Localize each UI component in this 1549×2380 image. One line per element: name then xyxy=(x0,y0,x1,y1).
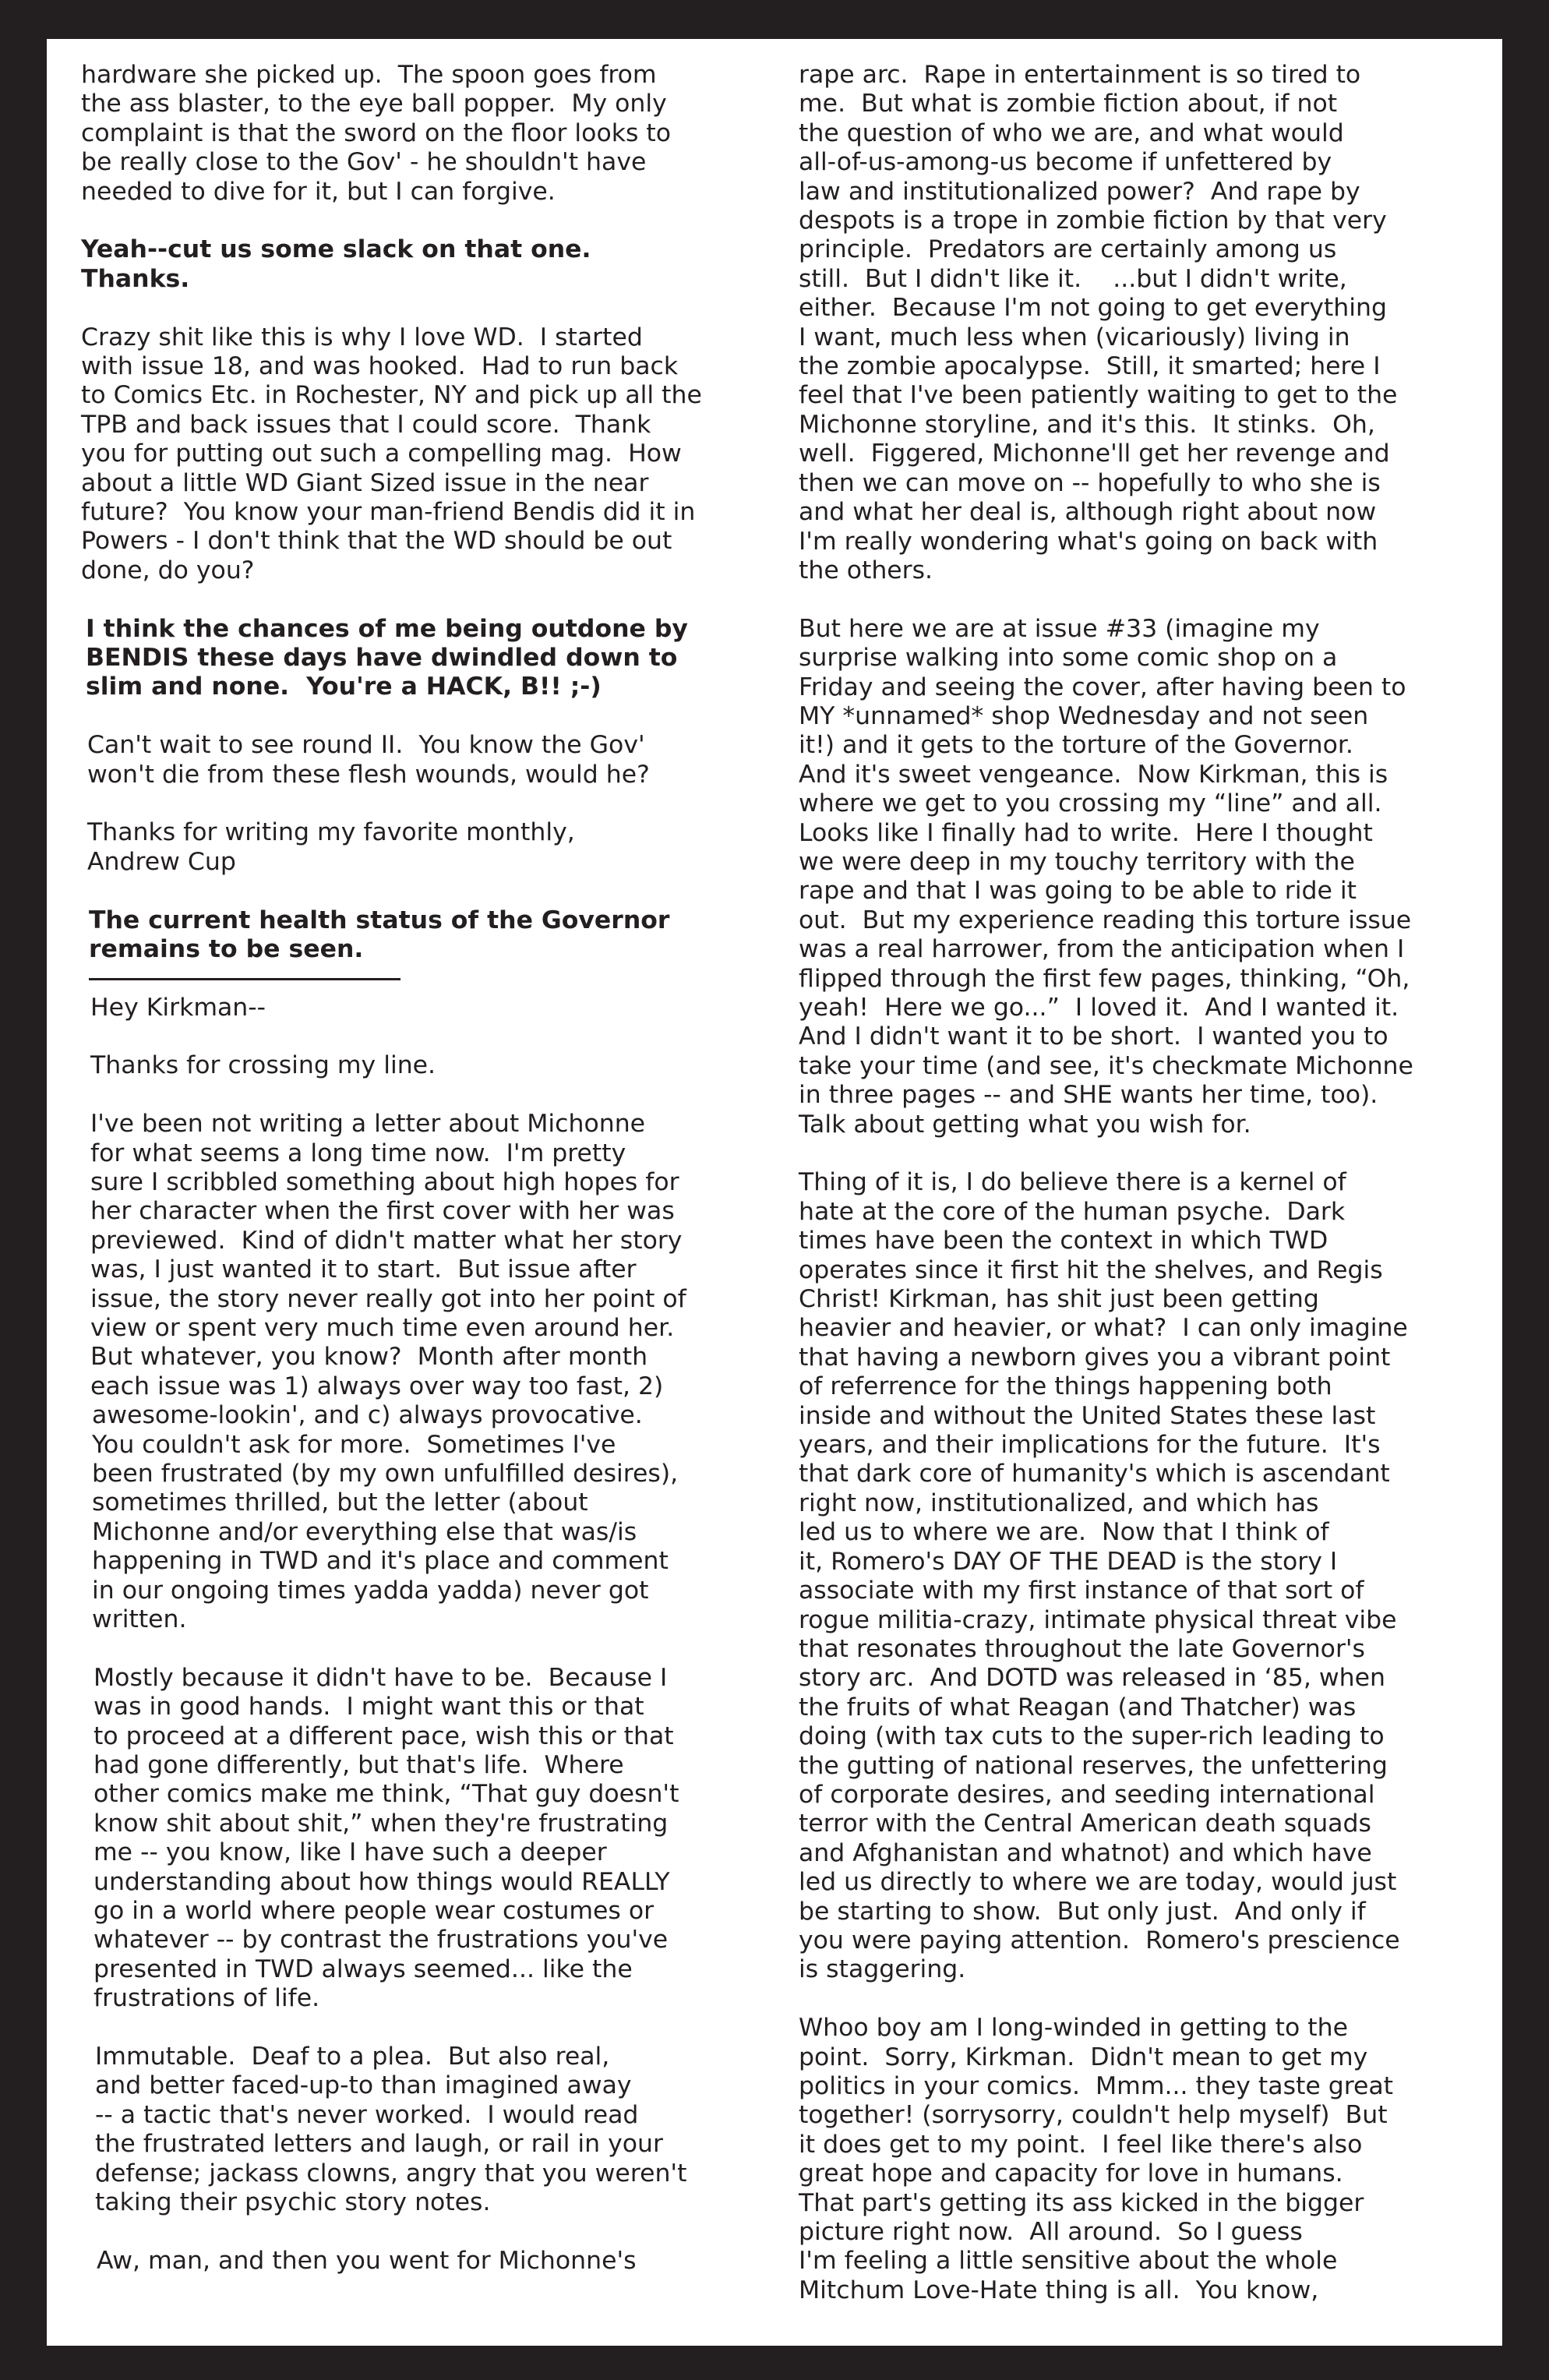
letter-text-line: issue, the story never really got into her point of xyxy=(90,1284,686,1313)
letter-text-line: hardware she picked up. The spoon goes from xyxy=(81,61,657,89)
letter-text-line: whatever -- by contrast the frustrations you've xyxy=(94,1926,669,1954)
letter-text-line: understanding about how things would REALLY xyxy=(94,1867,670,1896)
letter-text-line: together! (sorrysorry, couldn't help myself) But xyxy=(799,2101,1388,2130)
letter-text-line: MY *unnamed* shop Wednesday and not seen xyxy=(799,701,1369,730)
letter-text-line: the ass blaster, to the eye ball popper. My only xyxy=(81,90,667,118)
letter-text-line: you for putting out such a compelling mag. How xyxy=(81,440,682,468)
letter-text-line: was, I just wanted it to start. But issue after xyxy=(90,1255,637,1284)
section-divider-rule xyxy=(89,978,400,980)
letter-text-line: Thanks for crossing my line. xyxy=(90,1051,436,1080)
letter-text-line: associate with my first instance of that sort of xyxy=(799,1577,1364,1605)
letter-text-line: But here we are at issue #33 (imagine my xyxy=(799,614,1320,643)
letter-text-line: that resonates throughout the late Governor's xyxy=(799,1634,1365,1663)
letter-text-line: presented in TWD always seemed... like the xyxy=(94,1954,633,1983)
paragraph-gap xyxy=(81,1634,782,1663)
editor-reply-line: I think the chances of me being outdone by xyxy=(86,614,688,643)
letter-text-line: politics in your comics. Mmm... they taste great xyxy=(799,2071,1394,2100)
letter-text-line: about a little WD Giant Sized issue in the near xyxy=(81,468,649,497)
paragraph-gap xyxy=(81,2014,782,2043)
letter-text-line: rogue militia-crazy, intimate physical threat vibe xyxy=(799,1605,1397,1634)
letter-text-line: previewed. Kind of didn't matter what her story xyxy=(90,1226,683,1255)
paragraph-gap xyxy=(81,2218,782,2247)
letter-text-line: won't die from these flesh wounds, would he? xyxy=(87,760,650,789)
letter-text-line: was a real harrower, from the anticipation when I xyxy=(799,935,1405,964)
letter-text-line: led us directly to where we are today, would just xyxy=(799,1868,1397,1897)
letter-text-line: to proceed at a different pace, wish this or that xyxy=(94,1721,674,1750)
letter-text-line: Mostly because it didn't have to be. Because I xyxy=(94,1663,668,1692)
letter-text-line: be starting to show. But only just. And only if xyxy=(799,1897,1366,1926)
editor-reply-line: slim and none. You're a HACK, B!! ;-) xyxy=(86,673,602,701)
letter-text-line: out. But my experience reading this torture issue xyxy=(799,906,1412,934)
letter-text-line: yeah! Here we go...” I loved it. And I wanted it. xyxy=(799,993,1399,1022)
letter-text-line: operates since it first hit the shelves, and Regis xyxy=(799,1255,1383,1284)
letter-text-line: Michonne and/or everything else that was/is xyxy=(92,1517,637,1546)
paragraph-gap xyxy=(81,702,782,731)
letter-text-line: sometimes thrilled, but the letter (about xyxy=(92,1488,588,1517)
letter-text-line: times have been the context in which TWD xyxy=(799,1227,1328,1255)
letter-text-line: Andrew Cup xyxy=(87,847,236,876)
letter-text-line: But whatever, you know? Month after month xyxy=(90,1343,648,1372)
letter-text-line: is staggering. xyxy=(799,1955,966,1984)
paragraph-gap xyxy=(81,1022,782,1051)
letter-text-line: been frustrated (by my own unfulfilled desires), xyxy=(92,1459,679,1488)
letter-text-line: either. Because I'm not going to get everything xyxy=(799,294,1387,323)
letter-text-line: hate at the core of the human psyche. Dark xyxy=(799,1197,1346,1226)
letter-text-line: awesome-lookin', and c) always provocative. xyxy=(92,1401,643,1430)
letter-text-line: rape and that I was going to be able to ride it xyxy=(799,877,1357,906)
letter-text-line: feel that I've been patiently waiting to get to the xyxy=(799,381,1398,410)
letter-text-line: that dark core of humanity's which is ascendant xyxy=(799,1460,1390,1488)
letter-text-line: it does get to my point. I feel like there's also xyxy=(799,2130,1363,2159)
letter-text-line: had gone differently, but that's life. Where xyxy=(94,1751,624,1780)
letter-text-line: the others. xyxy=(799,556,933,584)
letter-text-line: heavier and heavier, or what? I can only imagine xyxy=(799,1314,1408,1343)
letter-text-line: to Comics Etc. in Rochester, NY and pick up all the xyxy=(81,381,702,410)
letter-text-line: know shit about shit,” when they're frustrating xyxy=(94,1809,669,1838)
letter-text-line: -- a tactic that's never worked. I would read xyxy=(95,2100,639,2129)
letter-text-line: rape arc. Rape in entertainment is so tired to xyxy=(799,61,1361,89)
paragraph-gap xyxy=(799,1985,1484,2014)
letter-text-line: Aw, man, and then you went for Michonne's xyxy=(97,2246,637,2275)
letter-text-line: with issue 18, and was hooked. Had to run back xyxy=(81,352,679,381)
letter-text-line: Immutable. Deaf to a plea. But also real, xyxy=(95,2043,610,2071)
letter-text-line: it, Romero's DAY OF THE DEAD is the story I xyxy=(799,1547,1338,1576)
letter-text-line: you were paying attention. Romero's prescience xyxy=(799,1926,1400,1954)
letter-text-line: Thanks for writing my favorite monthly, xyxy=(87,818,575,847)
left-text-column xyxy=(81,61,782,2276)
letter-text-line: Mitchum Love-Hate thing is all. You know, xyxy=(799,2276,1319,2304)
letter-text-line: Christ! Kirkman, has shit just been getting xyxy=(799,1285,1319,1314)
paragraph-gap xyxy=(81,1081,782,1110)
letter-text-line: where we get to you crossing my “line” and all. xyxy=(799,789,1382,818)
letter-text-line: I'm feeling a little sensitive about the whole xyxy=(799,2247,1338,2276)
letter-text-line: right now, institutionalized, and which has xyxy=(799,1488,1319,1517)
letter-text-line: Looks like I finally had to write. Here I thought xyxy=(799,818,1373,847)
letter-text-line: for what seems a long time now. I'm pretty xyxy=(90,1139,626,1167)
paragraph-gap xyxy=(81,877,782,906)
letter-text-line: then we can move on -- hopefully to who she is xyxy=(799,468,1381,497)
letter-text-line: taking their psychic story notes. xyxy=(95,2188,491,2217)
letter-text-line: needed to dive for it, but I can forgive. xyxy=(81,177,556,206)
letter-text-line: go in a world where people wear costumes or xyxy=(94,1897,655,1926)
letter-text-line: You couldn't ask for more. Sometimes I've xyxy=(92,1430,616,1459)
letter-text-line: in three pages -- and SHE wants her time, too). xyxy=(799,1081,1378,1110)
paragraph-gap xyxy=(799,1139,1484,1168)
letter-text-line: story arc. And DOTD was released in ‘85, when xyxy=(799,1664,1385,1693)
letter-text-line: Whoo boy am I long-winded in getting to the xyxy=(799,2014,1348,2043)
letter-text-line: despots is a trope in zombie fiction by that very xyxy=(799,207,1387,235)
letter-text-line: and what her deal is, although right about now xyxy=(799,498,1377,527)
letter-text-line: I want, much less when (vicariously) living in xyxy=(799,323,1350,351)
letter-text-line: frustrations of life. xyxy=(94,1984,320,2013)
letter-text-line: Can't wait to see round II. You know the Gov' xyxy=(87,731,645,760)
editor-reply-line: The current health status of the Governor xyxy=(89,906,670,934)
letter-text-line: me -- you know, like I have such a deeper xyxy=(94,1838,607,1867)
letter-text-line: the frustrated letters and laugh, or rail in your xyxy=(95,2130,663,2159)
letter-text-line: be really close to the Gov' - he shouldn't have xyxy=(81,148,647,177)
letter-text-line: of corporate desires, and seeding international xyxy=(799,1780,1375,1809)
paragraph-gap xyxy=(81,585,782,614)
letter-text-line: terror with the Central American death squads xyxy=(799,1810,1371,1838)
letter-text-line: Powers - I don't think that the WD should be out xyxy=(81,527,672,556)
editor-reply-line: remains to be seen. xyxy=(89,935,364,964)
paragraph-gap xyxy=(81,789,782,818)
paragraph-gap xyxy=(81,207,782,235)
letter-text-line: the gutting of national reserves, the unfettering xyxy=(799,1751,1388,1780)
letter-text-line: Crazy shit like this is why I love WD. I started xyxy=(81,323,643,351)
letter-text-line: her character when the first cover with her was xyxy=(90,1197,675,1226)
letter-text-line: And I didn't want it to be short. I wanted you to xyxy=(799,1022,1388,1051)
letter-text-line: we were deep in my touchy territory with the xyxy=(799,847,1355,876)
letter-text-line: defense; jackass clowns, angry that you weren't xyxy=(95,2159,687,2188)
letter-text-line: picture right now. All around. So I guess xyxy=(799,2218,1303,2247)
letter-text-line: written. xyxy=(92,1605,187,1633)
paragraph-gap xyxy=(81,294,782,323)
letter-text-line: and Afghanistan and whatnot) and which have xyxy=(799,1838,1372,1867)
letter-text-line: complaint is that the sword on the floor looks to xyxy=(81,118,672,147)
letter-text-line: done, do you? xyxy=(81,556,255,584)
letter-text-line: I'm really wondering what's going on back with xyxy=(799,527,1378,556)
letter-text-line: flipped through the first few pages, thinking, “Oh, xyxy=(799,964,1410,993)
letter-text-line: led us to where we are. Now that I think of xyxy=(799,1518,1329,1547)
letter-text-line: principle. Predators are certainly among us xyxy=(799,235,1337,264)
right-text-column xyxy=(799,61,1484,2305)
letter-text-line: law and institutionalized power? And rape by xyxy=(799,177,1360,206)
paragraph-gap xyxy=(799,585,1484,614)
letter-text-line: in our ongoing times yadda yadda) never got xyxy=(92,1576,649,1605)
letter-text-line: years, and their implications for the future. It's xyxy=(799,1431,1381,1460)
letter-text-line: point. Sorry, Kirkman. Didn't mean to get my xyxy=(799,2043,1368,2071)
letters-page xyxy=(47,39,1502,2346)
letter-text-line: the question of who we are, and what would xyxy=(799,118,1344,147)
letter-text-line: well. Figgered, Michonne'll get her revenge and xyxy=(799,440,1390,468)
letter-text-line: was in good hands. I might want this or that xyxy=(94,1693,644,1721)
letter-text-line: me. But what is zombie fiction about, if not xyxy=(799,90,1338,118)
letter-text-line: of referrence for the things happening both xyxy=(799,1372,1332,1401)
letter-text-line: it!) and it gets to the torture of the Governor. xyxy=(799,731,1353,760)
letter-text-line: sure I scribbled something about high hopes for xyxy=(90,1167,679,1196)
letter-text-line: all-of-us-among-us become if unfettered by xyxy=(799,148,1332,177)
letter-text-line: and better faced-up-to than imagined away xyxy=(95,2071,632,2100)
letter-text-line: I've been not writing a letter about Michonne xyxy=(90,1110,646,1139)
letter-text-line: happening in TWD and it's place and comment xyxy=(92,1547,669,1576)
letter-text-line: And it's sweet vengeance. Now Kirkman, this is xyxy=(799,760,1388,789)
letter-text-line: Friday and seeing the cover, after having been to xyxy=(799,673,1406,701)
letter-text-line: still. But I didn't like it. ...but I didn't write, xyxy=(799,264,1347,293)
letter-text-line: That part's getting its ass kicked in the bigger xyxy=(799,2188,1364,2217)
letter-text-line: surprise walking into some comic shop on a xyxy=(799,644,1338,673)
letter-text-line: take your time (and see, it's checkmate Michonne xyxy=(799,1051,1413,1080)
letter-text-line: inside and without the United States these last xyxy=(799,1401,1376,1430)
editor-reply-line: Yeah--cut us some slack on that one. xyxy=(81,235,591,264)
letter-text-line: the zombie apocalypse. Still, it smarted; here I xyxy=(799,352,1381,381)
letter-text-line: that having a newborn gives you a vibrant point xyxy=(799,1343,1391,1372)
letter-text-line: view or spent very much time even around her. xyxy=(90,1313,675,1342)
letter-text-line: Thing of it is, I do believe there is a kernel of xyxy=(799,1168,1346,1197)
editor-reply-line: BENDIS these days have dwindled down to xyxy=(86,644,678,673)
letter-text-line: future? You know your man-friend Bendis did it in xyxy=(81,498,696,527)
letter-text-line: Hey Kirkman-- xyxy=(90,993,266,1022)
letter-text-line: great hope and capacity for love in humans. xyxy=(799,2159,1343,2188)
letter-text-line: Talk about getting what you wish for. xyxy=(799,1110,1251,1139)
letter-text-line: other comics make me think, “That guy doesn't xyxy=(94,1780,679,1809)
letter-text-line: Michonne storyline, and it's this. It stinks. Oh, xyxy=(799,410,1375,439)
letter-text-line: doing (with tax cuts to the super-rich leading to xyxy=(799,1722,1385,1751)
editor-reply-line: Thanks. xyxy=(81,264,190,293)
letter-text-line: the fruits of what Reagan (and Thatcher) was xyxy=(799,1693,1357,1721)
letter-text-line: each issue was 1) always over way too fast, 2) xyxy=(90,1372,664,1400)
letter-text-line: TPB and back issues that I could score. Thank xyxy=(81,410,651,439)
